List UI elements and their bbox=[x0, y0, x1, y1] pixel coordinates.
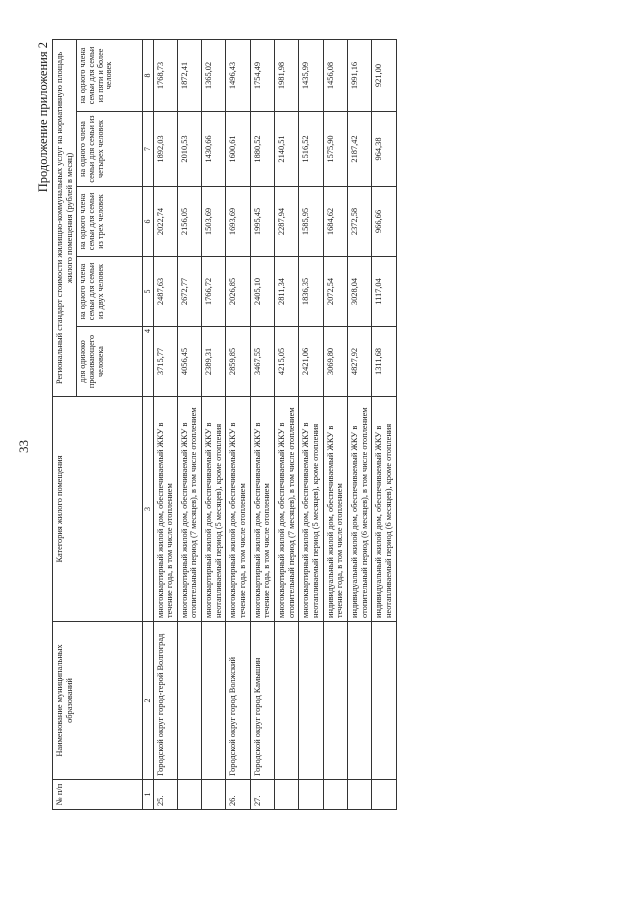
value-three: 1684,62 bbox=[323, 187, 347, 257]
housing-category: индивидуальный жилой дом, обеспечиваемый ЖКУ в отопительный период (6 месяцев), в том числе отоплением bbox=[348, 397, 372, 622]
header-municipality: Наименование муниципальных образований bbox=[53, 622, 143, 780]
column-number: 4 bbox=[143, 327, 153, 397]
value-four: 2140,51 bbox=[275, 112, 299, 187]
value-three: 1503,69 bbox=[202, 187, 226, 257]
header-col6: на одного члена семьи для семьи из трех человек bbox=[77, 187, 143, 257]
value-three: 1693,69 bbox=[226, 187, 250, 257]
value-two: 2487,63 bbox=[153, 257, 177, 327]
value-two: 1836,35 bbox=[299, 257, 323, 327]
header-col5: на одного члена семьи для семьи из двух человек bbox=[77, 257, 143, 327]
housing-category: многоквартирный жилой дом, обеспечиваемый ЖКУ в течение года, в том числе отоплением bbox=[226, 397, 250, 622]
housing-category: многоквартирный жилой дом, обеспечиваемый ЖКУ в отопительный период (7 месяцев), в том числе отоплением bbox=[177, 397, 201, 622]
table-row bbox=[275, 40, 299, 810]
housing-category: многоквартирный жилой дом, обеспечиваемый ЖКУ в отопительный период (7 месяцев), в том числе отоплением bbox=[275, 397, 299, 622]
table-row bbox=[372, 40, 396, 810]
value-five-plus: 1872,41 bbox=[177, 40, 201, 112]
housing-category: многоквартирный жилой дом, обеспечиваемый ЖКУ в неотапливаемый период (5 месяцев), кроме отопления bbox=[299, 397, 323, 622]
table-row bbox=[202, 40, 226, 810]
row-number bbox=[323, 780, 347, 810]
value-single: 3715,77 bbox=[153, 327, 177, 397]
value-three: 966,66 bbox=[372, 187, 396, 257]
value-four: 2187,42 bbox=[348, 112, 372, 187]
value-two: 2072,54 bbox=[323, 257, 347, 327]
municipality-name bbox=[372, 622, 396, 780]
municipality-name bbox=[202, 622, 226, 780]
column-number: 5 bbox=[143, 257, 153, 327]
row-number bbox=[299, 780, 323, 810]
header-num: № п/п bbox=[53, 780, 143, 810]
value-four: 1575,90 bbox=[323, 112, 347, 187]
value-three: 2287,94 bbox=[275, 187, 299, 257]
value-single: 2859,85 bbox=[226, 327, 250, 397]
value-single: 1311,68 bbox=[372, 327, 396, 397]
value-two: 2811,34 bbox=[275, 257, 299, 327]
housing-category: индивидуальный жилой дом, обеспечиваемый ЖКУ в течение года, в том числе отоплением bbox=[323, 397, 347, 622]
column-number: 1 bbox=[143, 780, 153, 810]
value-two: 1117,04 bbox=[372, 257, 396, 327]
header-col7: на одного члена семьи для семьи из четырех человек bbox=[77, 112, 143, 187]
value-five-plus: 1981,98 bbox=[275, 40, 299, 112]
value-two: 2405,10 bbox=[250, 257, 274, 327]
table-row bbox=[226, 40, 250, 810]
column-number: 6 bbox=[143, 187, 153, 257]
value-four: 1880,52 bbox=[250, 112, 274, 187]
municipality-name bbox=[299, 622, 323, 780]
tariff-table bbox=[52, 39, 397, 810]
value-four: 2010,53 bbox=[177, 112, 201, 187]
value-single: 4827,92 bbox=[348, 327, 372, 397]
row-number bbox=[372, 780, 396, 810]
value-two: 1766,72 bbox=[202, 257, 226, 327]
municipality-name bbox=[275, 622, 299, 780]
value-three: 2022,74 bbox=[153, 187, 177, 257]
value-two: 3028,04 bbox=[348, 257, 372, 327]
value-five-plus: 1365,02 bbox=[202, 40, 226, 112]
column-number: 3 bbox=[143, 397, 153, 622]
value-four: 1430,66 bbox=[202, 112, 226, 187]
table-row bbox=[299, 40, 323, 810]
column-number: 7 bbox=[143, 112, 153, 187]
value-two: 2026,85 bbox=[226, 257, 250, 327]
municipality-name: Городской округ город-герой Волгоград bbox=[153, 622, 177, 780]
value-five-plus: 1991,16 bbox=[348, 40, 372, 112]
municipality-name bbox=[323, 622, 347, 780]
value-five-plus: 1754,49 bbox=[250, 40, 274, 112]
header-col8: на одного члена семьи для семьи из пяти и более человек bbox=[77, 40, 143, 112]
value-five-plus: 1456,08 bbox=[323, 40, 347, 112]
table-row bbox=[323, 40, 347, 810]
column-number: 2 bbox=[143, 622, 153, 780]
column-number-row bbox=[143, 40, 153, 810]
header-standard: Региональный стандарт стоимости жилищно-коммунальных услуг на нормативную площадь жилого помещения (рублей в месяц) bbox=[53, 40, 77, 397]
value-two: 2672,77 bbox=[177, 257, 201, 327]
value-five-plus: 1435,99 bbox=[299, 40, 323, 112]
table-row bbox=[153, 40, 177, 810]
value-four: 1892,03 bbox=[153, 112, 177, 187]
continuation-heading: Продолжение приложения 2 bbox=[36, 42, 50, 193]
value-single: 3069,80 bbox=[323, 327, 347, 397]
value-single: 2421,06 bbox=[299, 327, 323, 397]
housing-category: индивидуальный жилой дом, обеспечиваемый ЖКУ в неотапливаемый период (6 месяцев), кроме отопления bbox=[372, 397, 396, 622]
row-number bbox=[275, 780, 299, 810]
row-number bbox=[177, 780, 201, 810]
row-number: 26. bbox=[226, 780, 250, 810]
row-number: 27. bbox=[250, 780, 274, 810]
table-row bbox=[177, 40, 201, 810]
value-single: 3467,55 bbox=[250, 327, 274, 397]
housing-category: многоквартирный жилой дом, обеспечиваемый ЖКУ в неотапливаемый период (5 месяцев), кроме отопления bbox=[202, 397, 226, 622]
municipality-name: Городской округ город Камышин bbox=[250, 622, 274, 780]
column-number: 8 bbox=[143, 40, 153, 112]
header-row-1 bbox=[53, 40, 77, 810]
municipality-name bbox=[348, 622, 372, 780]
value-five-plus: 1496,43 bbox=[226, 40, 250, 112]
header-category: Категория жилого помещения bbox=[53, 397, 143, 622]
table-row bbox=[348, 40, 372, 810]
row-number: 25. bbox=[153, 780, 177, 810]
value-five-plus: 921,00 bbox=[372, 40, 396, 112]
municipality-name bbox=[177, 622, 201, 780]
value-single: 2389,31 bbox=[202, 327, 226, 397]
housing-category: многоквартирный жилой дом, обеспечиваемый ЖКУ в течение года, в том числе отоплением bbox=[250, 397, 274, 622]
municipality-name: Городской округ город Волжский bbox=[226, 622, 250, 780]
row-number bbox=[202, 780, 226, 810]
value-four: 1600,61 bbox=[226, 112, 250, 187]
value-four: 1516,52 bbox=[299, 112, 323, 187]
housing-category: многоквартирный жилой дом, обеспечиваемый ЖКУ в течение года, в том числе отоплением bbox=[153, 397, 177, 622]
value-three: 1585,95 bbox=[299, 187, 323, 257]
value-three: 1995,45 bbox=[250, 187, 274, 257]
value-single: 4215,05 bbox=[275, 327, 299, 397]
value-three: 2156,05 bbox=[177, 187, 201, 257]
page-number: 33 bbox=[16, 440, 31, 453]
row-number bbox=[348, 780, 372, 810]
value-three: 2372,58 bbox=[348, 187, 372, 257]
table-row bbox=[250, 40, 274, 810]
header-col4: для одиноко проживающего человека bbox=[77, 327, 143, 397]
value-five-plus: 1768,73 bbox=[153, 40, 177, 112]
value-single: 4056,45 bbox=[177, 327, 201, 397]
value-four: 964,38 bbox=[372, 112, 396, 187]
